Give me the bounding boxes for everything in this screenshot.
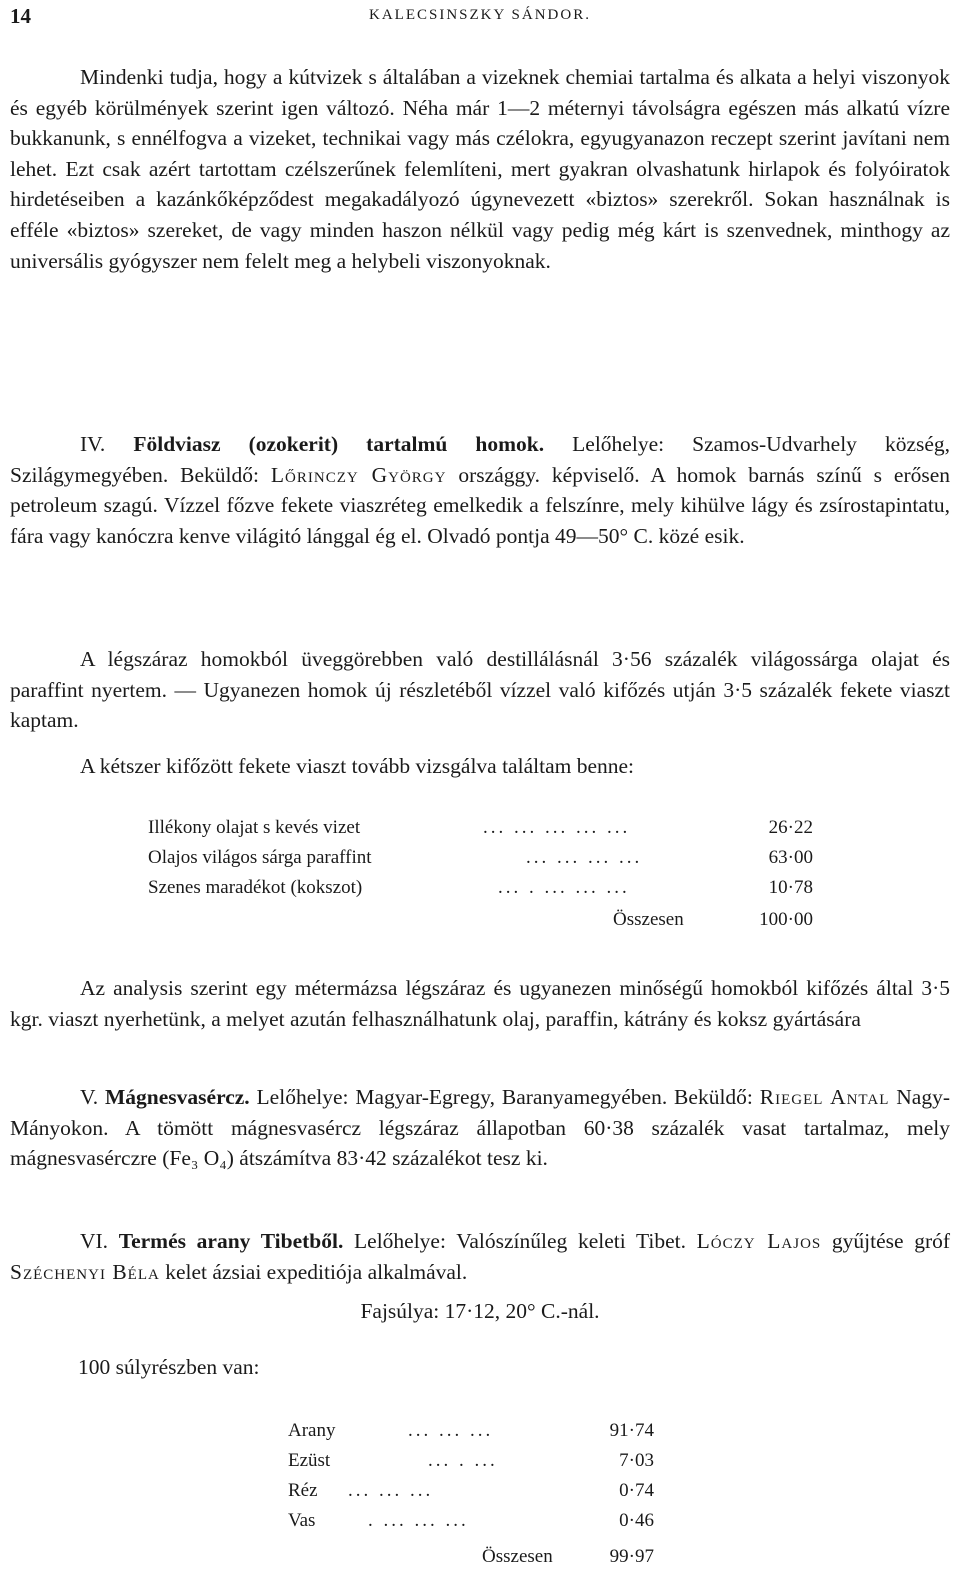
section-number: V. — [80, 1085, 99, 1109]
section-body-end: kelet ázsiai expeditiója alkalmával. — [165, 1259, 468, 1284]
total-value: 100·00 — [759, 909, 813, 930]
row-label: Ezüst — [288, 1450, 331, 1471]
sender-name: Riegel Antal — [759, 1085, 890, 1109]
section-body-cont: országgy. képviselő. A homok barnás színű s erősen petroleum szagú. Vízzel főzve fekete viaszréteg emelkedik a felszínre, mely kihülve lágy és zsírostapintatu, fára vagy kanóczra kenve világitó lánggal ég el. Olvadó pontja 49—50° C. közé esik. — [10, 462, 951, 548]
total-label: Összesen — [613, 909, 684, 930]
section-body-cont: Nagy-Mányokon. A tömött mágnesvasércz légszáraz állapotban 60·38 százalék vasat tartalmaz, mely mágnesvasérczre (Fe₃ O₄) átszámítva 83·42 százalékot tesz ki. — [10, 1085, 950, 1171]
section-number: VI. — [80, 1229, 109, 1253]
table-row — [288, 1510, 654, 1540]
parts-heading: 100 súlyrészben van: — [78, 1355, 260, 1379]
row-label: Szenes maradékot (kokszot) — [148, 877, 363, 898]
paragraph-yield — [10, 973, 950, 1034]
row-value: 26·22 — [768, 817, 813, 838]
count-name: Széchenyi Béla — [10, 1259, 160, 1284]
row-value: 10·78 — [768, 877, 813, 898]
page-header — [10, 4, 950, 30]
section-vi — [10, 1226, 950, 1287]
section-body-cont: gyűjtése gróf — [831, 1229, 951, 1253]
paragraph-text: A kétszer kifőzött fekete viaszt tovább vizsgálva találtam benne: — [80, 754, 635, 778]
table-row — [148, 877, 813, 907]
row-label: Illékony olajat s kevés vizet — [148, 817, 361, 838]
paragraph-analysis-intro — [10, 751, 950, 782]
table-row — [148, 817, 813, 847]
leader-dots: ... ... ... — [408, 1420, 494, 1441]
leader-dots: ... ... ... ... ... — [483, 817, 631, 838]
section-body: Lelőhelye: Magyar-Egregy, Baranyamegyében. Beküldő: — [256, 1085, 753, 1109]
collector-name: Lóczy Lajos — [696, 1229, 822, 1253]
row-value: 91·74 — [609, 1420, 654, 1441]
row-label: Réz — [288, 1480, 318, 1501]
row-value: 63·00 — [768, 847, 813, 868]
row-label: Olajos világos sárga paraffint — [148, 847, 372, 868]
table-row — [288, 1420, 654, 1450]
row-label: Arany — [288, 1420, 336, 1441]
section-body: Lelőhelye: Szamos-Udvarhely község, Szilágymegyében. Beküldő: — [10, 432, 951, 487]
total-label: Összesen — [482, 1546, 553, 1567]
section-v — [10, 1082, 950, 1174]
leader-dots: ... ... ... — [348, 1480, 434, 1501]
table-row — [148, 847, 813, 877]
paragraph-water-composition — [10, 62, 950, 276]
table-total-row — [148, 909, 813, 939]
row-label: Vas — [288, 1510, 316, 1531]
leader-dots: . ... ... ... — [368, 1510, 469, 1531]
paragraph-text: A légszáraz homokból üveggörebben való destillálásnál 3·56 százalék világossárga olajat és paraffint nyertem. — Ugyanezen homok új részletéből vízzel való kifőzés utján 3·5 százalék fekete viaszt kaptam. — [10, 647, 950, 733]
running-title: KALECSINSZKY SÁNDOR. — [369, 7, 591, 23]
section-title: Termés arany Tibetből. — [118, 1229, 344, 1253]
sender-name: Lőrinczy György — [270, 462, 447, 487]
table-row — [288, 1450, 654, 1480]
leader-dots: ... ... ... ... — [526, 847, 643, 868]
row-value: 0·74 — [619, 1480, 654, 1501]
row-value: 0·46 — [619, 1510, 654, 1531]
section-title: Mágnesvasércz. — [105, 1085, 250, 1109]
leader-dots: ... . ... ... ... — [498, 877, 630, 898]
paragraph-text: Mindenki tudja, hogy a kútvizek s általában a vizeknek chemiai tartalma és alkata a helyi viszonyok és egyéb körülmények szerint igen változó. Néha már 1—2 méternyi távolságra egészen más alkatú vízre bukkanunk, s ennélfogva a vizeket, technikai vagy más czélokra, egyugyanazon reczept szerint javítani nem lehet. Ezt csak azért tartottam czélszerűnek felemlíteni, mert gyakran olvashatunk hirlapok és folyóiratok hirdetéseiben a kazánkőképződest megakadályozó úgynevezett «biztos» szerekről. Sokan használnak is efféle «biztos» szereket, de vagy minden haszon nélkül vagy pedig még kárt is szenvednek, minthogy az universális gyógyszer nem felelt meg a helybeli viszonyoknak. — [10, 65, 950, 273]
section-number: IV. — [80, 432, 106, 456]
table-total-row — [288, 1546, 654, 1576]
section-iv — [10, 429, 950, 551]
composition-table-gold — [288, 1420, 654, 1576]
leader-dots: ... . ... — [428, 1450, 498, 1471]
total-value: 99·97 — [609, 1546, 654, 1567]
table-row — [288, 1480, 654, 1510]
page-number: 14 — [10, 4, 31, 28]
composition-table-wax — [148, 817, 813, 939]
row-value: 7·03 — [619, 1450, 654, 1471]
paragraph-text: Az analysis szerint egy métermázsa légszáraz és ugyanezen minőségű homokból kifőzés által 3·5 kgr. viaszt nyerhetünk, a melyet azután felhasználhatunk olaj, paraffin, kátrány és koksz gyártására — [10, 976, 950, 1031]
specific-gravity: Fajsúlya: 17·12, 20° C.-nál. — [360, 1299, 600, 1323]
section-body: Lelőhelye: Valószínűleg keleti Tibet. — [354, 1229, 686, 1253]
paragraph-destillation — [10, 644, 950, 736]
section-title: Földviasz (ozokerit) tartalmú homok. — [133, 432, 545, 456]
